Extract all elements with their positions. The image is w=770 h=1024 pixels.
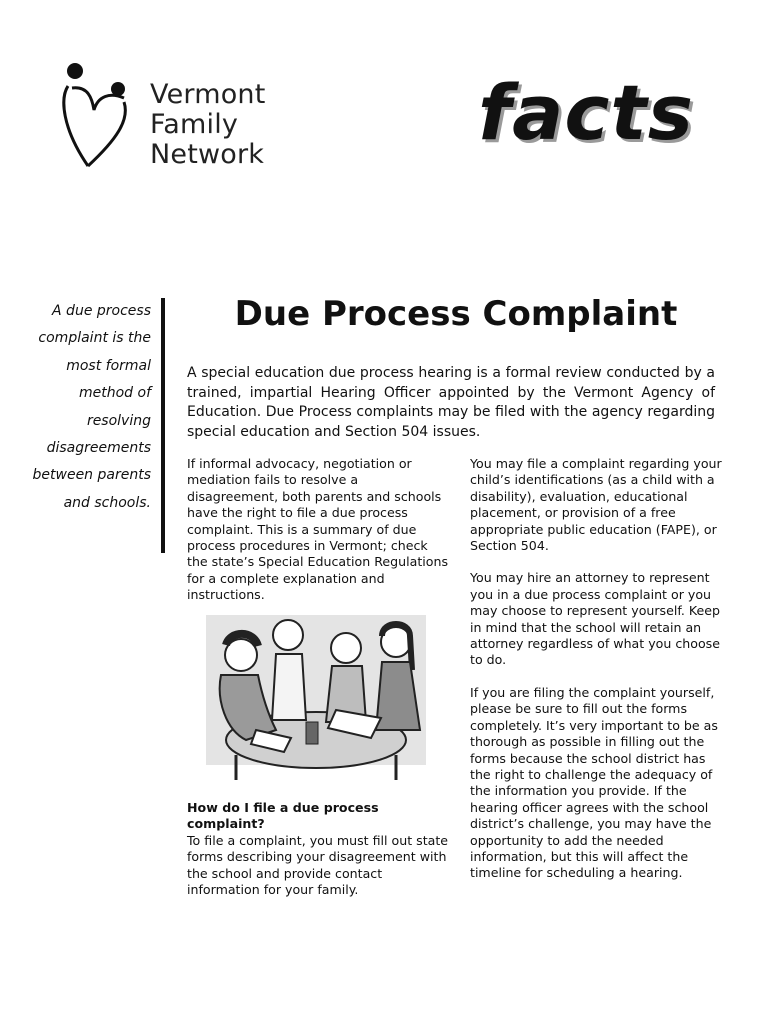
- right-column: [470, 456, 730, 898]
- intro-paragraph: A special education due process hearing is a formal review conducted by a trained, impartial Hearing Officer appointed by the Vermont Agency of Education. Due Process complaints may be filed with the agency regarding special education and Section 504 issues.: [187, 365, 715, 440]
- left-column: [187, 456, 449, 620]
- meeting-illustration-icon: [196, 610, 436, 790]
- page-title: Due Process Complaint: [234, 294, 678, 334]
- facts-heading: facts: [478, 68, 694, 157]
- meeting-table-illustration: [196, 610, 436, 790]
- left-paragraph-1: If informal advocacy, negotiation or mediation fails to resolve a disagreement, both parents and schools have the right to file a due process complaint. This is a summary of due process procedures in Vermont; check the state’s Special Education Regulations for a complete explanation and instructions.: [187, 456, 449, 603]
- logo-line-family: Family: [150, 109, 239, 140]
- right-paragraph-3: If you are filing the complaint yourself, please be sure to fill out the forms completely. It’s very important to be as thorough as possible in filling out the forms because the school district has the right to challenge the adequacy of the information you provide. If the hearing officer agrees with the school district’s challenge, you may have the opportunity to add the needed information, but this will affect the timeline for scheduling a hearing.: [470, 684, 718, 881]
- sidebar-divider: [161, 298, 165, 553]
- logo-wordmark: [150, 80, 266, 170]
- section-heading-file-complaint: How do I file a due process complaint?: [187, 800, 379, 832]
- left-column-lower: [187, 800, 449, 898]
- right-paragraph-2: You may hire an attorney to represent you in a due process complaint or you may choose to represent yourself. Keep in mind that the school will retain an attorney regardless of what you choose to do.: [470, 570, 721, 668]
- sidebar-quote: A due process complaint is the most formal method of resolving disagreements between parents and schools.: [32, 303, 151, 511]
- vermont-family-network-logo: [58, 58, 298, 178]
- logo-line-network: Network: [150, 139, 265, 170]
- left-paragraph-2: To file a complaint, you must fill out state forms describing your disagreement with the school and provide contact information for your family.: [187, 832, 449, 898]
- right-paragraph-1: You may file a complaint regarding your child’s identifications (as a child with a disability), evaluation, educational placement, or provision of a free appropriate public education (FAPE), or Section 504.: [470, 456, 722, 554]
- logo-line-vermont: Vermont: [150, 79, 266, 110]
- heart-figures-icon: [58, 58, 148, 178]
